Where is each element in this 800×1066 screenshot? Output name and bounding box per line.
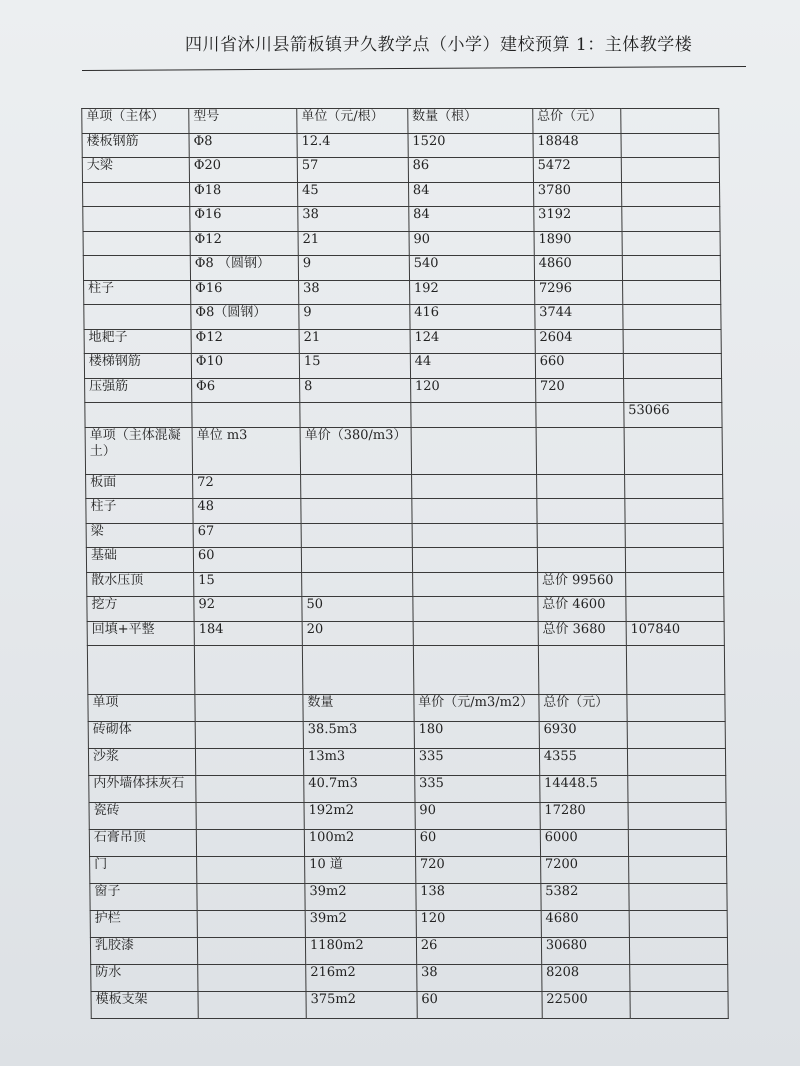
table-cell: [623, 305, 721, 330]
table-cell: 375m2: [306, 992, 417, 1019]
table-cell: Φ20: [189, 158, 297, 183]
table-cell: 5472: [533, 158, 621, 183]
table-cell: [301, 548, 412, 573]
table-cell: 60: [415, 830, 540, 857]
table-row: [85, 378, 722, 403]
table-cell: 120: [416, 911, 541, 938]
table-row: [87, 646, 724, 695]
table-cell: 15: [299, 354, 410, 379]
table-cell: [625, 572, 723, 597]
table-cell: 梁: [86, 523, 193, 548]
table-cell: 基础: [86, 548, 193, 573]
table-cell: 84: [408, 182, 533, 207]
table-cell: Φ12: [191, 329, 299, 354]
table-cell: [627, 695, 725, 722]
table-cell: 90: [409, 231, 534, 256]
table-cell: [623, 354, 721, 379]
table-cell: [537, 523, 625, 548]
table-cell: 7296: [534, 280, 622, 305]
table-cell: 40.7m3: [304, 776, 415, 803]
table-cell: [536, 474, 624, 499]
table-cell: [301, 474, 412, 499]
table-cell: 数量: [303, 695, 414, 722]
table-cell: 192: [409, 280, 534, 305]
table-cell: [301, 523, 412, 548]
table-row: [89, 776, 726, 803]
table-cell: [197, 857, 305, 884]
table-cell: 柱子: [86, 499, 193, 524]
table-row: [88, 722, 725, 749]
table-cell: 7200: [540, 857, 628, 884]
table-cell: [412, 548, 537, 573]
table-cell: [622, 231, 720, 256]
table-cell: 2604: [535, 329, 623, 354]
table-cell: 138: [416, 884, 541, 911]
table-cell: 6930: [539, 722, 627, 749]
table-row: [88, 695, 725, 722]
table-cell: [628, 830, 726, 857]
table-cell: 38.5m3: [303, 722, 414, 749]
table-cell: [629, 965, 727, 992]
table-row: [86, 523, 723, 548]
table-cell: [192, 403, 300, 428]
table-cell: Φ16: [191, 280, 299, 305]
table-cell: 20: [302, 621, 413, 646]
table-row: [85, 427, 722, 474]
table-cell: [84, 305, 191, 330]
table-cell: 180: [414, 722, 539, 749]
table-cell: [621, 182, 719, 207]
table-cell: 660: [535, 354, 623, 379]
table-cell: 18848: [533, 133, 621, 158]
table-cell: 8208: [541, 965, 629, 992]
table-cell: [627, 749, 725, 776]
table-cell: 1520: [408, 133, 533, 158]
table-cell: [196, 803, 304, 830]
table-cell: 柱子: [84, 280, 191, 305]
table-cell: 107840: [626, 621, 724, 646]
table-cell: 数量（根）: [408, 109, 533, 134]
table-cell: 57: [297, 158, 408, 183]
table-cell: [629, 884, 727, 911]
table-cell: [624, 427, 722, 474]
table-cell: [413, 621, 538, 646]
table-row: [91, 965, 728, 992]
table-cell: [538, 646, 627, 695]
table-cell: 单位 m3: [192, 427, 300, 474]
table-cell: 门: [90, 857, 197, 884]
table-cell: [628, 857, 726, 884]
table-cell: 38: [416, 965, 541, 992]
table-cell: [198, 992, 306, 1019]
table-row: [90, 884, 727, 911]
table-cell: [413, 597, 538, 622]
table-cell: [411, 427, 536, 474]
table-cell: 回填+平整: [87, 621, 194, 646]
table-row: [90, 857, 727, 884]
table-cell: 4860: [534, 256, 622, 281]
table-cell: 3744: [535, 305, 623, 330]
table-cell: 10 道: [305, 857, 416, 884]
table-cell: [301, 499, 412, 524]
table-row: [83, 182, 720, 207]
table-cell: 单价（元/m3/m2）: [414, 695, 539, 722]
table-cell: [83, 207, 190, 232]
table-cell: 720: [415, 857, 540, 884]
table-cell: 单价（380/m3）: [300, 427, 411, 474]
table-cell: 6000: [540, 830, 628, 857]
table-cell: Φ8 （圆钢）: [190, 256, 298, 281]
table-cell: 窗子: [90, 884, 197, 911]
table-cell: [302, 646, 413, 695]
table-cell: [195, 722, 303, 749]
table-cell: Φ8: [189, 133, 297, 158]
table-cell: [83, 182, 190, 207]
table-cell: 17280: [540, 803, 628, 830]
table-cell: 38: [298, 207, 409, 232]
table-cell: [625, 523, 723, 548]
table-cell: 大梁: [82, 158, 189, 183]
table-row: [83, 231, 720, 256]
table-cell: 100m2: [304, 830, 415, 857]
table-cell: 砖砌体: [88, 722, 195, 749]
table-cell: [625, 499, 723, 524]
table-cell: 压强筋: [85, 378, 192, 403]
table-cell: [413, 646, 539, 695]
table-cell: 39m2: [305, 911, 416, 938]
table-cell: 石膏吊顶: [89, 830, 196, 857]
table-cell: 总价（元）: [539, 695, 627, 722]
table-cell: [622, 207, 720, 232]
table-cell: 540: [409, 256, 534, 281]
table-cell: 总价（元）: [533, 109, 621, 134]
title-underline: [82, 66, 746, 71]
table-cell: [623, 329, 721, 354]
table-cell: 72: [193, 474, 301, 499]
table-cell: 4355: [539, 749, 627, 776]
table-cell: [622, 256, 720, 281]
table-cell: Φ8（圆钢）: [191, 305, 299, 330]
table-cell: [300, 403, 411, 428]
table-cell: Φ18: [190, 182, 298, 207]
table-cell: [302, 572, 413, 597]
table-cell: [195, 749, 303, 776]
table-cell: 120: [410, 378, 535, 403]
table-cell: 60: [193, 548, 301, 573]
table-cell: [87, 646, 195, 695]
table-cell: 3780: [533, 182, 621, 207]
table-row: [89, 803, 726, 830]
table-cell: 335: [415, 776, 540, 803]
table-cell: [197, 938, 305, 965]
table-row: [86, 499, 723, 524]
table-cell: 挖方: [87, 597, 194, 622]
table-cell: 39m2: [305, 884, 416, 911]
table-cell: [626, 646, 725, 695]
table-cell: 216m2: [306, 965, 417, 992]
table-row: [84, 354, 721, 379]
table-cell: 总价 99560: [537, 572, 625, 597]
table-cell: 44: [410, 354, 535, 379]
table-cell: 沙浆: [88, 749, 195, 776]
table-cell: [536, 427, 624, 474]
table-cell: [625, 548, 723, 573]
table-cell: 22500: [542, 992, 630, 1019]
table-cell: 45: [298, 182, 409, 207]
table-row: [90, 911, 727, 938]
table-cell: 84: [409, 207, 534, 232]
table-cell: 335: [414, 749, 539, 776]
table-cell: 1890: [534, 231, 622, 256]
table-cell: 4680: [541, 911, 629, 938]
table-row: [82, 158, 719, 183]
table-cell: [629, 938, 727, 965]
table-cell: [411, 474, 536, 499]
table-cell: 12.4: [297, 133, 408, 158]
table-row: [84, 280, 721, 305]
table-cell: 乳胶漆: [90, 938, 197, 965]
table-row: [87, 597, 724, 622]
table-cell: 内外墙体抹灰石: [89, 776, 196, 803]
table-cell: [196, 830, 304, 857]
table-cell: Φ12: [190, 231, 298, 256]
table-cell: [621, 133, 719, 158]
table-cell: 192m2: [304, 803, 415, 830]
table-cell: [536, 403, 624, 428]
table-cell: [412, 499, 537, 524]
table-cell: 21: [299, 329, 410, 354]
table-cell: 楼梯钢筋: [84, 354, 191, 379]
table-cell: [198, 965, 306, 992]
table-cell: 单项（主体混凝土）: [85, 427, 192, 474]
table-cell: 模板支架: [91, 992, 198, 1019]
table-cell: [197, 911, 305, 938]
table-row: [87, 572, 724, 597]
table-cell: 92: [194, 597, 302, 622]
table-cell: 15: [194, 572, 302, 597]
table-cell: 总价 4600: [538, 597, 626, 622]
table-row: [84, 305, 721, 330]
table-cell: 720: [535, 378, 623, 403]
table-cell: 30680: [541, 938, 629, 965]
table-row: [83, 256, 720, 281]
table-row: [88, 749, 725, 776]
table-cell: [411, 403, 536, 428]
table-cell: 124: [410, 329, 535, 354]
table-row: [89, 830, 726, 857]
table-cell: 单项: [88, 695, 195, 722]
table-row: [82, 133, 719, 158]
document-title: 四川省沐川县箭板镇尹久教学点（小学）建校预算 1：主体教学楼: [185, 35, 693, 55]
table-cell: 53066: [624, 403, 722, 428]
table-cell: [195, 695, 303, 722]
table-cell: 1180m2: [305, 938, 416, 965]
table-cell: [412, 523, 537, 548]
table-cell: 板面: [86, 474, 193, 499]
table-cell: 13m3: [303, 749, 414, 776]
table-cell: [630, 992, 728, 1019]
table-cell: [628, 776, 726, 803]
table-cell: [622, 280, 720, 305]
table-cell: [412, 572, 537, 597]
table-cell: 总价 3680: [538, 621, 626, 646]
table-cell: [621, 109, 719, 134]
table-cell: 38: [299, 280, 410, 305]
table-cell: 184: [194, 621, 302, 646]
table-cell: [85, 403, 192, 428]
table-cell: 防水: [91, 965, 198, 992]
table-cell: 60: [417, 992, 542, 1019]
table-cell: [626, 597, 724, 622]
table-row: [90, 938, 727, 965]
table-cell: 地耙子: [84, 329, 191, 354]
table-cell: [197, 884, 305, 911]
table-cell: 型号: [189, 109, 297, 134]
table-cell: 瓷砖: [89, 803, 196, 830]
table-cell: 14448.5: [540, 776, 628, 803]
table-cell: [623, 378, 721, 403]
table-cell: [624, 474, 722, 499]
table-cell: 护栏: [90, 911, 197, 938]
table-cell: 48: [193, 499, 301, 524]
table-cell: Φ6: [192, 378, 300, 403]
table-cell: 26: [416, 938, 541, 965]
table-cell: [83, 256, 190, 281]
table-cell: 67: [193, 523, 301, 548]
table-cell: 50: [302, 597, 413, 622]
table-cell: [628, 803, 726, 830]
table-cell: [196, 776, 304, 803]
table-cell: [194, 646, 303, 695]
table-row: [86, 474, 723, 499]
table-row: [86, 548, 723, 573]
table-cell: [629, 911, 727, 938]
table-cell: 楼板钢筋: [82, 133, 189, 158]
table-cell: 8: [300, 378, 411, 403]
table-row: [84, 329, 721, 354]
table-cell: [83, 231, 190, 256]
table-cell: 3192: [534, 207, 622, 232]
table-cell: 5382: [541, 884, 629, 911]
table-cell: 21: [298, 231, 409, 256]
table-row: [85, 403, 722, 428]
table-cell: [537, 499, 625, 524]
table-cell: Φ10: [191, 354, 299, 379]
table-cell: 9: [298, 256, 409, 281]
table-cell: 散水压顶: [87, 572, 194, 597]
table-cell: 86: [408, 158, 533, 183]
table-row: [87, 621, 724, 646]
table-cell: 416: [410, 305, 535, 330]
table-cell: [537, 548, 625, 573]
table-cell: Φ16: [190, 207, 298, 232]
table-cell: 单位（元/根）: [297, 109, 408, 134]
table-cell: [627, 722, 725, 749]
table-row: [91, 992, 728, 1019]
table-cell: 90: [415, 803, 540, 830]
table-cell: [621, 158, 719, 183]
table-row: [82, 109, 719, 134]
table-cell: 9: [299, 305, 410, 330]
budget-table: [81, 108, 728, 1019]
table-row: [83, 207, 720, 232]
table-cell: 单项（主体）: [82, 109, 189, 134]
